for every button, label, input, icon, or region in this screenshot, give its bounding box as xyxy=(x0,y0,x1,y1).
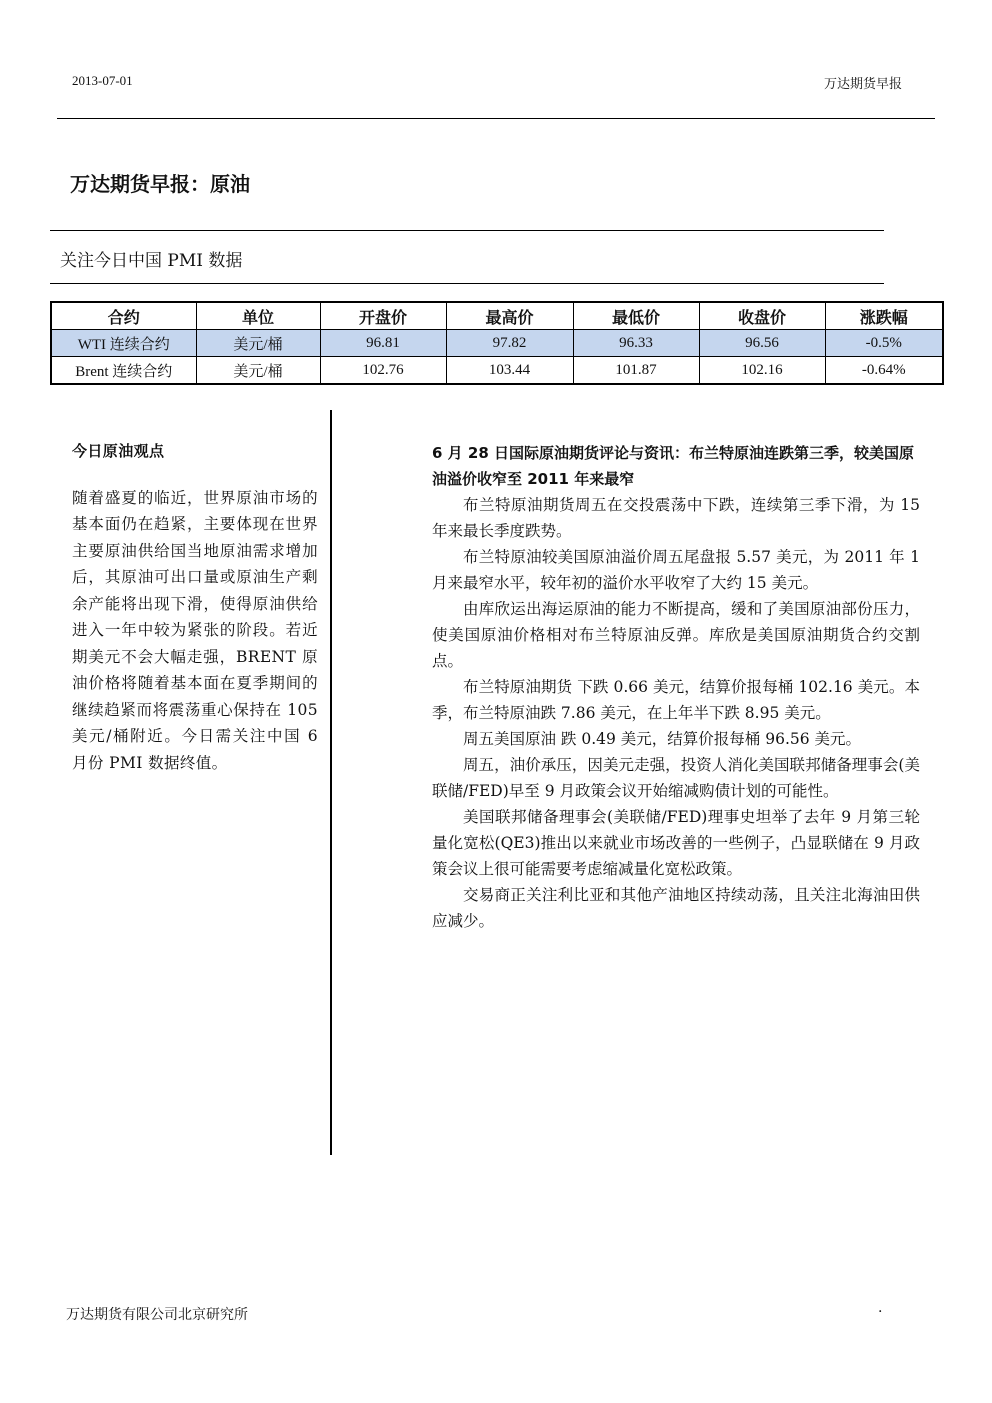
subtitle-top-rule xyxy=(50,230,884,231)
header-rule xyxy=(57,118,935,119)
news-paragraph: 周五，油价承压，因美元走强，投资人消化美国联邦储备理事会(美联储/FED)早至 9 月政策会议开始缩减购债计划的可能性。 xyxy=(432,756,920,800)
cell-unit: 美元/桶 xyxy=(196,357,320,385)
news-paragraph: 美国联邦储备理事会(美联储/FED)理事史坦举了去年 9 月第三轮量化宽松(QE3)推出以来就业市场改善的一些例子，凸显联储在 9 月政策会议上很可能需要考虑缩减量化宽松政策。 xyxy=(432,808,920,878)
col-header-unit: 单位 xyxy=(196,302,320,330)
report-date: 2013-07-01 xyxy=(72,73,133,88)
table-row xyxy=(51,330,943,357)
cell-close: 96.56 xyxy=(699,330,825,357)
outlook-section xyxy=(72,438,318,776)
cell-low: 96.33 xyxy=(573,330,699,357)
footer-mark: . xyxy=(878,1300,883,1316)
news-paragraph: 布兰特原油较美国原油溢价周五尾盘报 5.57 美元，为 2011 年 1 月来最窄水平，较年初的溢价水平收窄了大约 15 美元。 xyxy=(432,548,920,592)
cell-high: 103.44 xyxy=(446,357,573,385)
col-header-close: 收盘价 xyxy=(699,302,825,330)
news-section xyxy=(432,440,920,934)
cell-open: 96.81 xyxy=(320,330,446,357)
cell-low: 101.87 xyxy=(573,357,699,385)
page-subtitle: 关注今日中国 PMI 数据 xyxy=(60,251,243,271)
cell-contract: Brent 连续合约 xyxy=(51,357,196,385)
subtitle-bottom-rule xyxy=(50,283,884,284)
news-paragraph: 由库欣运出海运原油的能力不断提高，缓和了美国原油部份压力，使美国原油价格相对布兰特原油反弹。库欣是美国原油期货合约交割点。 xyxy=(432,600,920,670)
cell-high: 97.82 xyxy=(446,330,573,357)
cell-contract: WTI 连续合约 xyxy=(51,330,196,357)
news-paragraph: 布兰特原油期货周五在交投震荡中下跌，连续第三季下滑，为 15 年来最长季度跌势。 xyxy=(432,496,920,540)
header-brand: 万达期货早报 xyxy=(823,77,902,92)
col-header-low: 最低价 xyxy=(573,302,699,330)
price-table xyxy=(50,301,944,385)
news-paragraph: 周五美国原油 跌 0.49 美元，结算价报每桶 96.56 美元。 xyxy=(463,730,862,748)
outlook-body: 随着盛夏的临近，世界原油市场的基本面仍在趋紧，主要体现在世界主要原油供给国当地原油需求增加后，其原油可出口量或原油生产剩余产能将出现下滑，使得原油供给进入一年中较为紧张的阶段。若近期美元不会大幅走强，BRENT 原油价格将随着基本面在夏季期间的继续趋紧而将震荡重心保持在 105 美元/桶附近。今日需关注中国 6 月份 PMI 数据终值。 xyxy=(72,488,318,772)
col-header-open: 开盘价 xyxy=(320,302,446,330)
cell-change: -0.64% xyxy=(825,357,943,385)
outlook-heading: 今日原油观点 xyxy=(72,442,165,460)
news-paragraph: 布兰特原油期货 下跌 0.66 美元，结算价报每桶 102.16 美元。本季，布兰特原油跌 7.86 美元，在上年半下跌 8.95 美元。 xyxy=(432,678,920,722)
cell-open: 102.76 xyxy=(320,357,446,385)
table-header-row xyxy=(51,302,943,330)
cell-change: -0.5% xyxy=(825,330,943,357)
table-row xyxy=(51,357,943,385)
column-divider xyxy=(330,410,332,1155)
news-heading: 6 月 28 日国际原油期货评论与资讯：布兰特原油连跌第三季，较美国原油溢价收窄至 2011 年来最窄 xyxy=(432,444,914,488)
col-header-high: 最高价 xyxy=(446,302,573,330)
page-title: 万达期货早报：原油 xyxy=(70,172,250,196)
footer-organization: 万达期货有限公司北京研究所 xyxy=(66,1307,248,1323)
news-paragraph: 交易商正关注利比亚和其他产油地区持续动荡，且关注北海油田供应减少。 xyxy=(432,886,920,930)
col-header-change: 涨跌幅 xyxy=(825,302,943,330)
cell-close: 102.16 xyxy=(699,357,825,385)
col-header-contract: 合约 xyxy=(51,302,196,330)
cell-unit: 美元/桶 xyxy=(196,330,320,357)
